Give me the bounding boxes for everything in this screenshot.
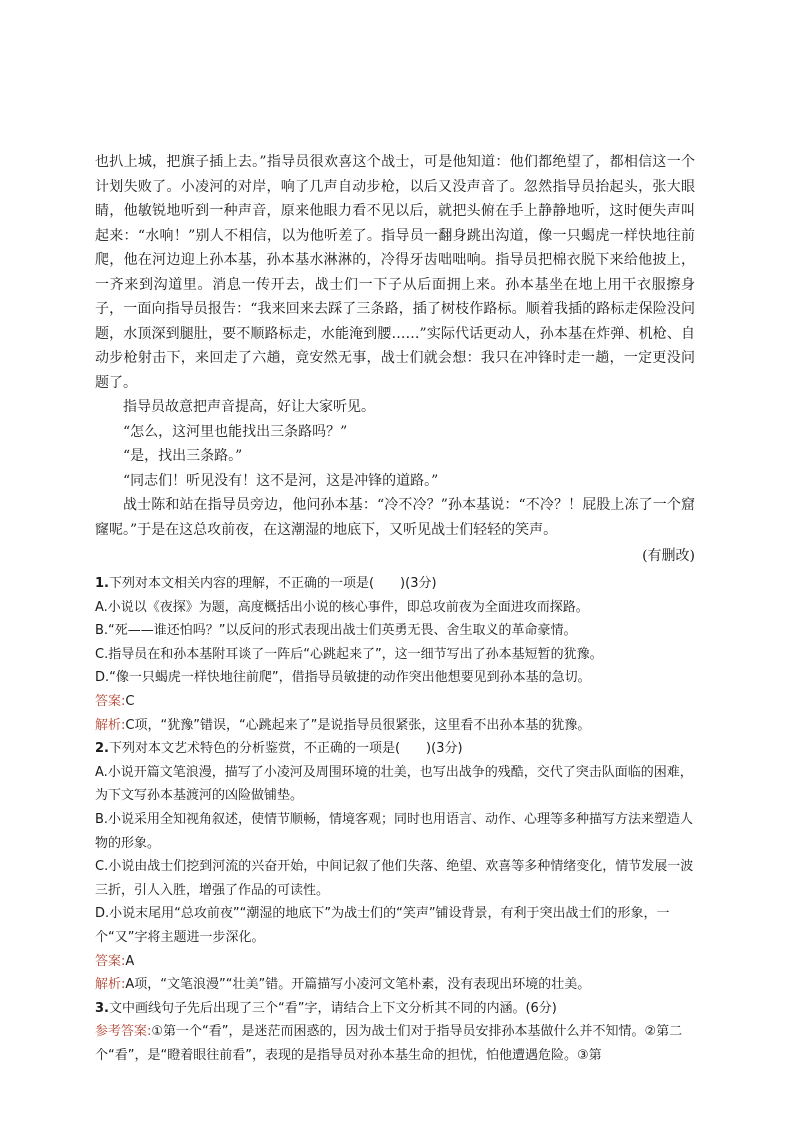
analysis-line [95,714,695,738]
answer-value: A [125,953,135,969]
analysis-label: 解析: [95,977,126,993]
question-number: 3. [95,1000,109,1016]
analysis-text: C项，“犹豫”错误，“心跳起来了”是说指导员很紧张，这里看不出孙本基的犹豫。 [125,717,591,733]
question-text: 文中画线句子先后出现了三个“看”字，请结合上下文分析其不同的内涵。(6分) [108,1000,557,1016]
option-a: A.小说开篇文笔浪漫，描写了小凌河及周围环境的壮美，也写出战争的残酷，交代了突击队面临的困难，为下文写孙本基渡河的凶险做铺垫。 [95,764,693,804]
story-text [95,150,695,568]
question-text: 下列对本文艺术特色的分析鉴赏，不正确的一项是( )(3分) [108,741,463,757]
question-section [95,572,695,1067]
answer-line [95,690,695,714]
analysis-text: A项，“文笔浪漫”“壮美”错。开篇描写小凌河文笔朴素，没有表现出环境的壮美。 [125,977,591,993]
source-note: (有删改) [642,548,695,564]
answer-line [95,950,695,974]
reference-answer [95,1020,695,1067]
story-paragraph: “怎么，这河里也能找出三条路吗？” [123,423,348,440]
story-paragraph: 战士陈和站在指导员旁边，他问孙本基：“冷不冷？”孙本基说：“不冷？！屁股上冻了一个窟窿呢。”于是在这总攻前夜，在这潮湿的地底下，又听见战士们轻轻的笑声。 [95,497,695,538]
question-stem [95,737,695,761]
reference-answer-text: ①第一个“看”，是迷茫而困惑的，因为战士们对于指导员安排孙本基做什么并不知情。②第二个“看”，是“瞪着眼往前看”，表现的是指导员对孙本基生命的担忧，怕他遭遇危险。③第 [95,1024,683,1063]
question-text: 下列对本文相关内容的理解，不正确的一项是( )(3分) [108,576,437,591]
reference-answer-label: 参考答案: [95,1024,152,1040]
document-page [95,150,695,1067]
question-stem [95,572,695,596]
answer-label: 答案: [95,693,126,709]
option-b: B.“死——谁还怕吗？”以反问的形式表现出战士们英勇无畏、舍生取义的革命豪情。 [95,623,577,639]
answer-label: 答案: [95,953,126,969]
story-paragraph: “是，找出三条路。” [123,448,243,464]
question-number: 1. [95,576,109,591]
story-paragraph: 指导员故意把声音提高，好让大家听见。 [123,399,375,415]
question-number: 2. [95,741,109,757]
question-stem [95,997,695,1021]
option-c: C.小说由战士们挖到河流的兴奋开始，中间记叙了他们失落、绝望、欢喜等多种情绪变化，情节发展一波三折，引人入胜，增强了作品的可读性。 [95,859,694,898]
option-d: D.小说末尾用“总攻前夜”“潮湿的地底下”为战士们的“笑声”铺设背景，有利于突出战士们的形象，一个“又”字将主题进一步深化。 [95,906,670,945]
story-paragraph: “同志们！听见没有！这不是河，这是冲锋的道路。” [123,472,439,489]
option-a: A.小说以《夜探》为题，高度概括出小说的核心事件，即总攻前夜为全面进攻而探路。 [95,599,589,615]
option-d: D.“像一只蝎虎一样快地往前爬”，借指导员敏捷的动作突出他想要见到孙本基的急切。 [95,670,591,686]
option-c: C.指导员在和孙本基附耳谈了一阵后“心跳起来了”，这一细节写出了孙本基短暂的犹豫。 [95,646,603,662]
analysis-label: 解析: [95,717,126,733]
option-b: B.小说采用全知视角叙述，使情节顺畅，情境客观；同时也用语言、动作、心理等多种描写方法来塑造人物的形象。 [95,811,694,851]
story-paragraph: 也扒上城，把旗子插上去。”指导员很欢喜这个战士，可是他知道：他们都绝望了，都相信这一个计划失败了。小凌河的对岸，响了几声自动步枪，以后又没声音了。忽然指导员抬起头，张大眼睛，他敏锐地听到一种声音，原来他眼力看不见以后，就把头俯在手上静静地听，这时便失声叫起来：“水响！”别人不相信，以为他听差了。指导员一翻身跳出沟道，像一只蝎虎一样快地往前爬，他在河边迎上孙本基，孙本基水淋淋的，冷得牙齿咄咄响。指导员把棉衣脱下来给他披上，一齐来到沟道里。消息一传开去，战士们一下子从后面拥上来。孙本基坐在地上用干衣服擦身子，一面向指导员报告：“我来回来去踩了三条路，插了树枝作路标。顺着我插的路标走保险没问题，水顶深到腿肚，要不顺路标走，水能淹到腰……”实际代话更动人，孙本基在炸弹、机枪、自动步枪射击下，来回走了六趟，竟安然无事，战士们就会想：我只在冲锋时走一趟，一定更没问题了。 [95,154,695,391]
answer-value: C [125,693,135,709]
analysis-line [95,973,695,997]
